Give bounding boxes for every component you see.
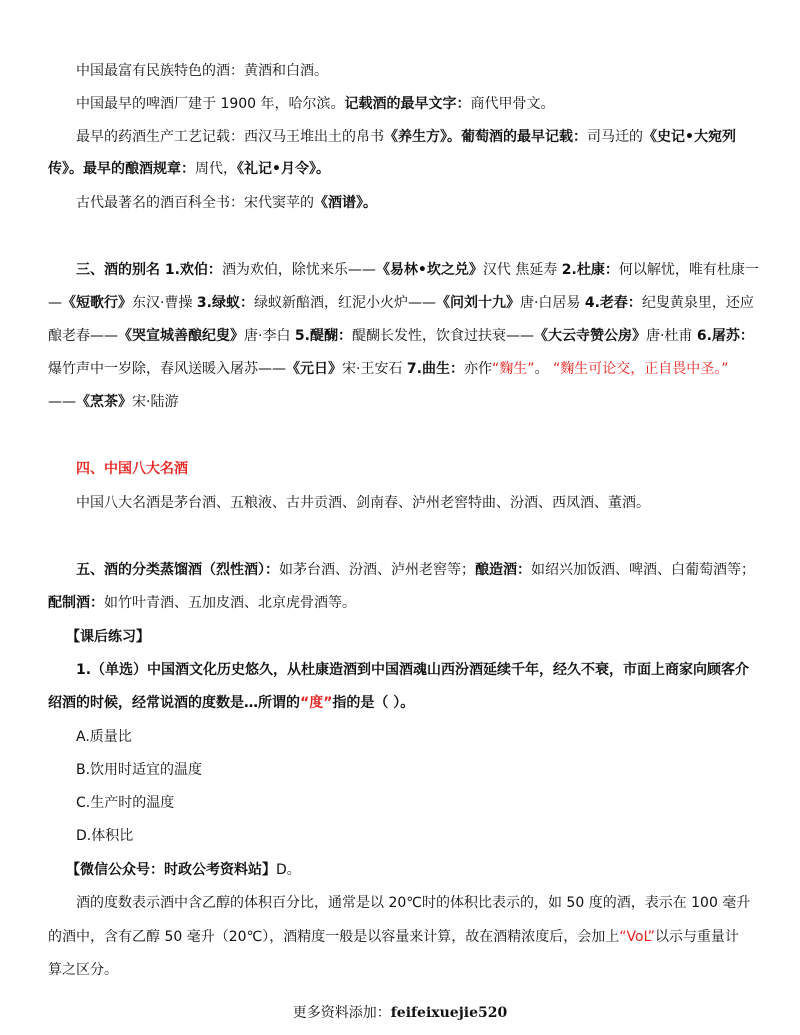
paragraph-wine-encyclopedia: 古代最著名的酒百科全书：宋代窦苹的《酒谱》。: [76, 195, 377, 211]
option-d: D.体积比: [76, 828, 134, 844]
question-line2: 绍酒的时候，经常说酒的度数是…所谓的“度”指的是（ ）。: [48, 695, 415, 711]
explanation-line1: 酒的度数表示酒中含乙醇的体积百分比，通常是以 20℃时的体积比表示的，如 50 度的酒，表示在 100 毫升: [76, 895, 751, 911]
option-a: A.质量比: [76, 729, 132, 745]
option-c: C.生产时的温度: [76, 795, 175, 811]
section3-line2: —《短歌行》东汉·曹操 3.绿蚁：绿蚁新醅酒，红泥小火炉——《问刘十九》唐·白居易 4.老春：纪叟黄泉里，还应: [48, 295, 754, 311]
page-footer: 更多资料添加：feifeixuejie520: [292, 1005, 508, 1021]
question-line1: 1.（单选）中国酒文化历史悠久，从杜康造酒到中国酒魂山西汾酒延续千年，经久不衰，市面上商家向顾客介: [76, 662, 750, 678]
section3-line5: ——《烹茶》宋·陆游: [48, 394, 179, 410]
paragraph-medicinal-wine-2: 传》。最早的酿酒规章：周代，《礼记•月令》。: [48, 161, 330, 177]
paragraph-medicinal-wine-1: 最早的药酒生产工艺记载：西汉马王堆出土的帛书《养生方》。葡萄酒的最早记载：司马迁的《史记•大宛列: [76, 129, 736, 145]
section3-line3: 酿老春——《哭宣城善酿纪叟》唐·李白 5.醍醐：醍醐长发性，饮食过扶衰——《大云寺赞公房》唐·杜甫 6.屠苏：: [48, 328, 754, 344]
section5-line2: 配制酒：如竹叶青酒、五加皮酒、北京虎骨酒等。: [48, 595, 356, 611]
section5-line1: 五、酒的分类蒸馏酒（烈性酒）：如茅台酒、汾酒、泸州老窖等；酿造酒：如绍兴加饭酒、啤酒、白葡萄酒等；: [76, 562, 755, 578]
paragraph-earliest-brewery: 中国最早的啤酒厂建于 1900 年，哈尔滨。记载酒的最早文字：商代甲骨文。: [76, 96, 555, 112]
answer-line: 【微信公众号：时政公考资料站】D。: [66, 862, 301, 878]
paragraph-national-wine: 中国最富有民族特色的酒：黄酒和白酒。: [76, 63, 328, 79]
section4-text: 中国八大名酒是茅台酒、五粮液、古井贡酒、剑南春、泸州老窖特曲、汾酒、西凤酒、董酒。: [76, 495, 650, 511]
explanation-line2: 的酒中，含有乙醇 50 毫升（20℃），酒精度一般是以容量来计算，故在酒精浓度后，会加上“VoL”以示与重量计: [48, 929, 739, 945]
section3-line1: 三、酒的别名 1.欢伯：酒为欢伯，除忧来乐——《易林•坎之兑》汉代 焦延寿 2.杜康：何以解忧，唯有杜康一: [76, 262, 759, 278]
option-b: B.饮用时适宜的温度: [76, 762, 203, 778]
explanation-line3: 算之区分。: [48, 962, 118, 978]
section4-heading: 四、中国八大名酒: [76, 461, 188, 477]
exercise-title: 【课后练习】: [66, 629, 150, 645]
section3-line4: 爆竹声中一岁除，春风送暖入屠苏——《元日》宋·王安石 7.曲生：亦作“麴生”。 “麴生可论交，正自畏中圣。”: [48, 361, 729, 377]
